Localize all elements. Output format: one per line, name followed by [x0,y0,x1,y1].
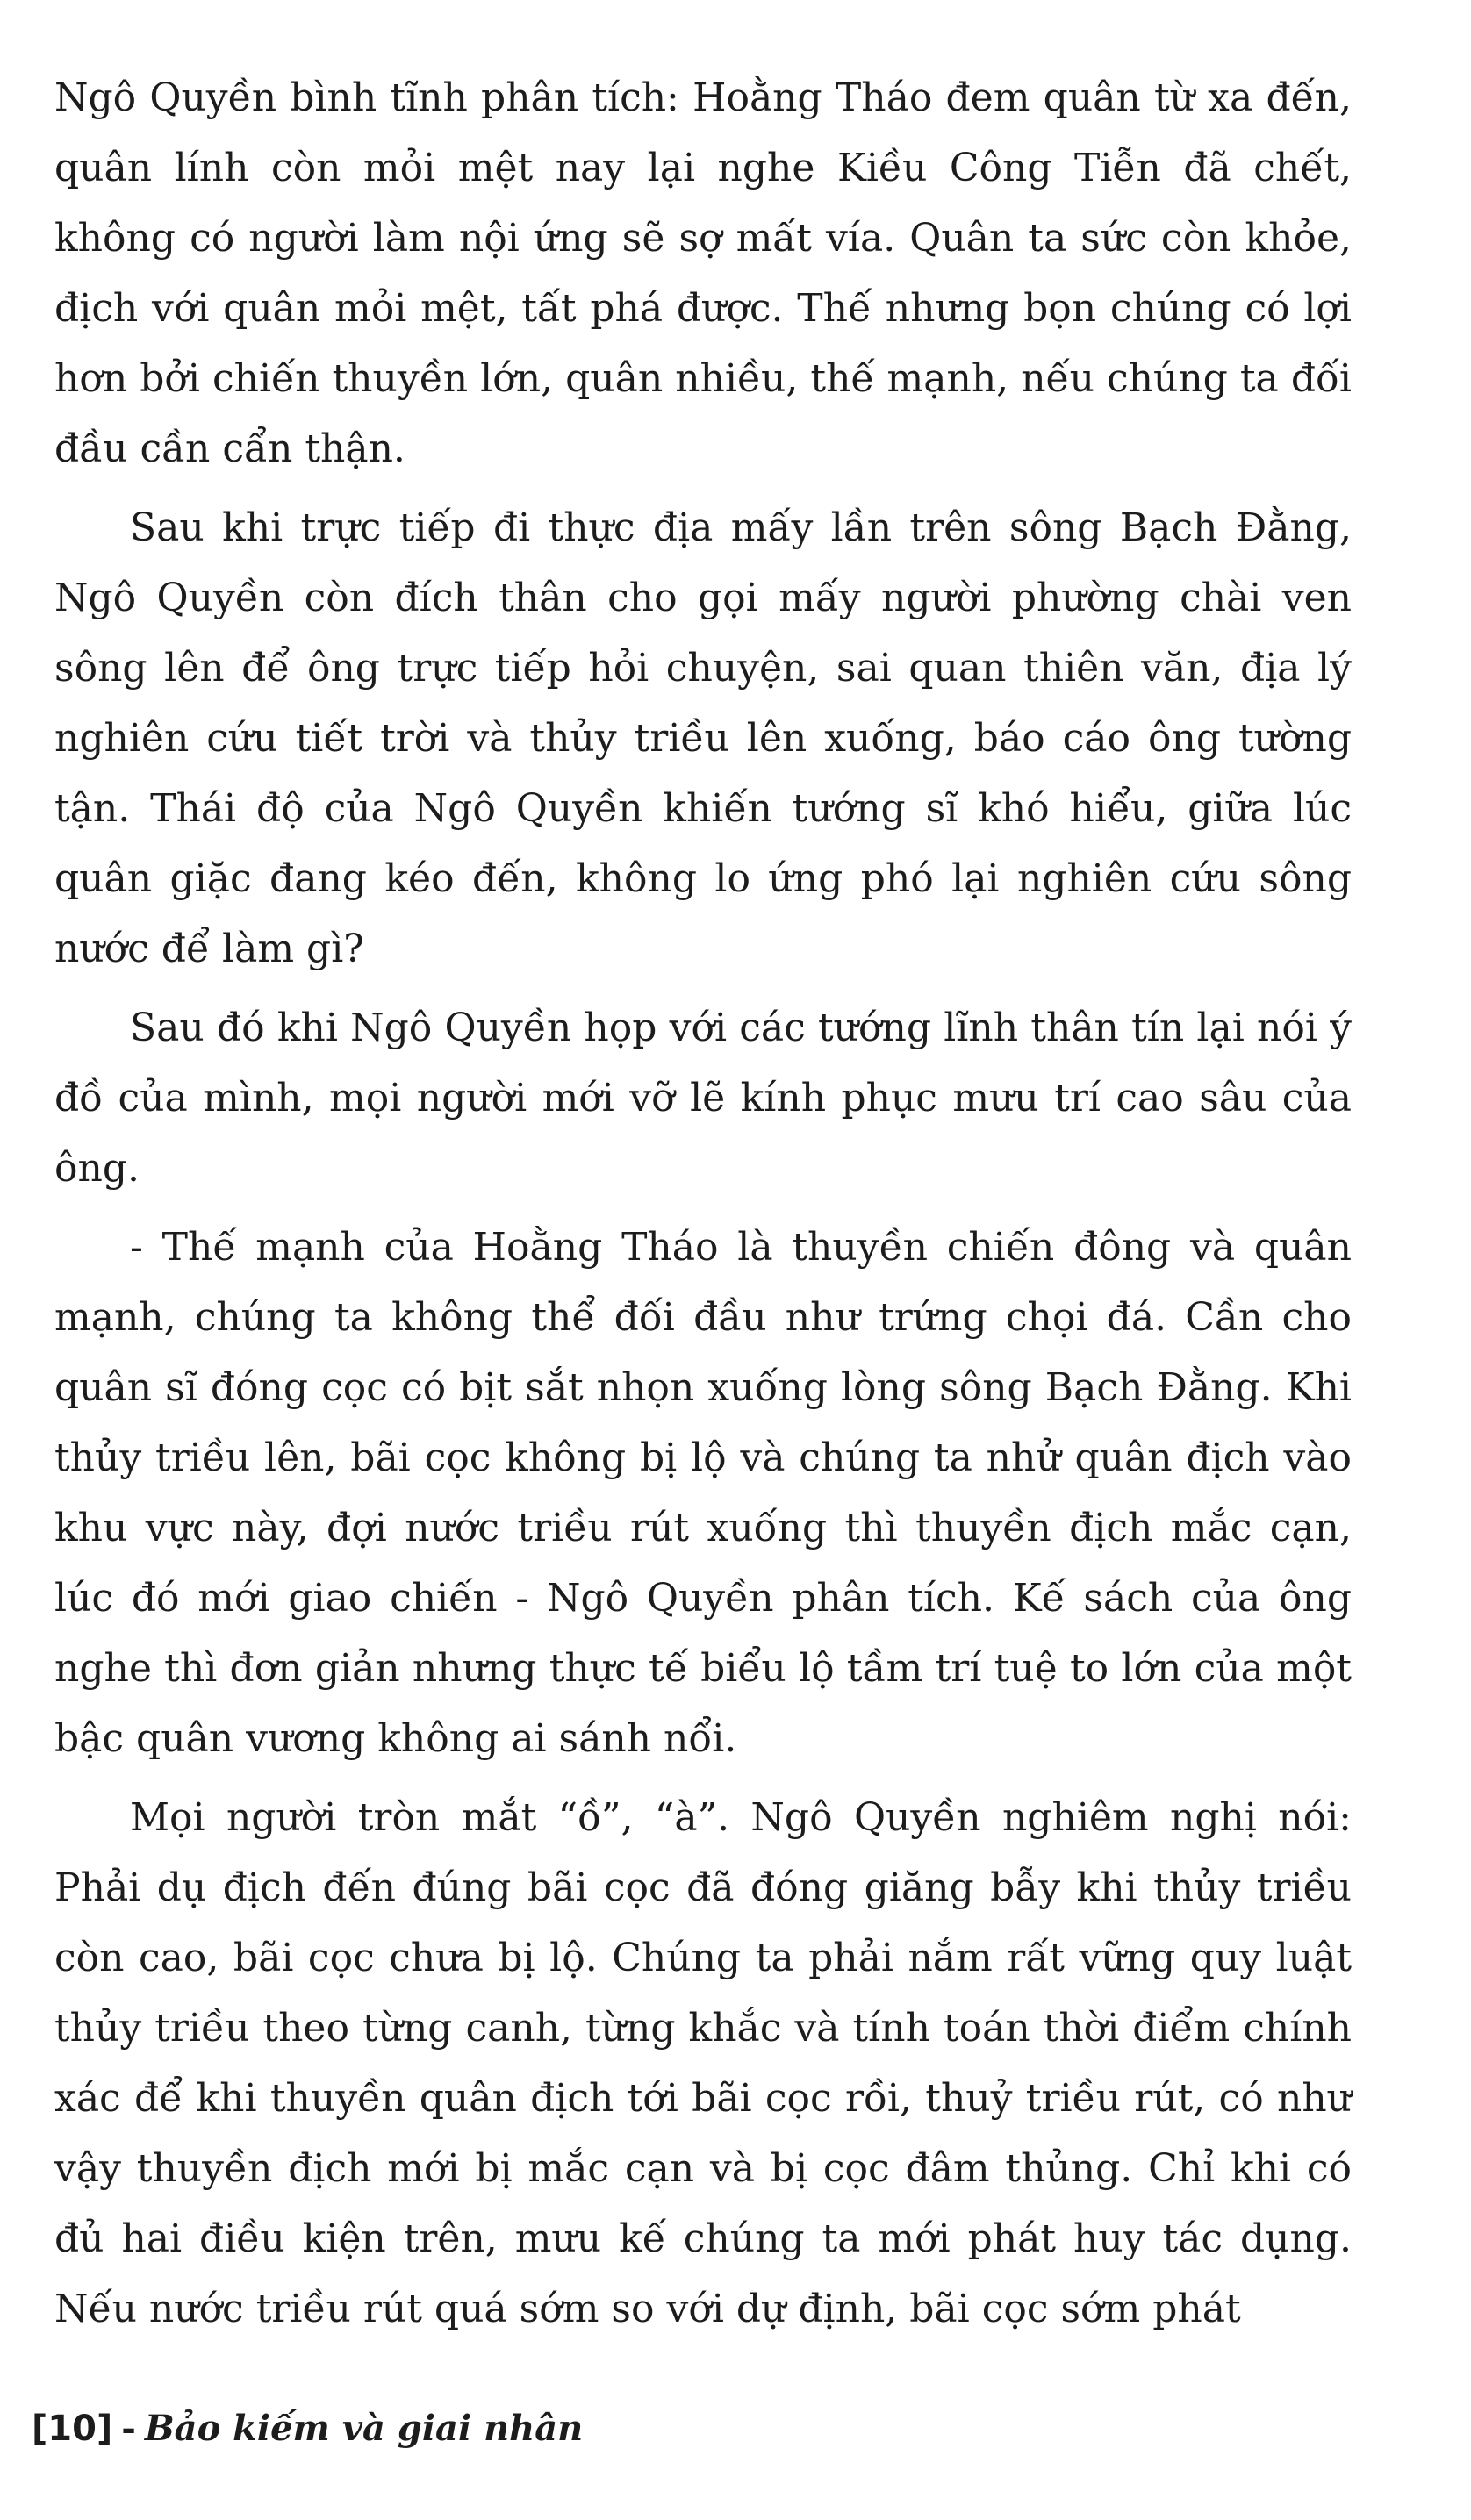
book-title: Bảo kiếm và giai nhân [144,2408,584,2449]
paragraph-1: Ngô Quyền bình tĩnh phân tích: Hoằng Tháo đem quân từ xa đến, quân lính còn mỏi mệt nay lại nghe Kiều Công Tiễn đã chết, không có người làm nội ứng sẽ sợ mất vía. Quân ta sức còn khỏe, địch với quân mỏi mệt, tất phá được. Thế nhưng bọn chúng có lợi hơn bởi chiến thuyền lớn, quân nhiều, thế mạnh, nếu chúng ta đối đầu cần cẩn thận. [54,75,1352,471]
paragraph-2: Sau khi trực tiếp đi thực địa mấy lần trên sông Bạch Đằng, Ngô Quyền còn đích thân cho gọi mấy người phường chài ven sông lên để ông trực tiếp hỏi chuyện, sai quan thiên văn, địa lý nghiên cứu tiết trời và thủy triều lên xuống, báo cáo ông tường tận. Thái độ của Ngô Quyền khiến tướng sĩ khó hiểu, giữa lúc quân giặc đang kéo đến, không lo ứng phó lại nghiên cứu sông nước để làm gì? [54,505,1352,971]
paragraph-3: Sau đó khi Ngô Quyền họp với các tướng lĩnh thân tín lại nói ý đồ của mình, mọi người mới vỡ lẽ kính phục mưu trí cao sâu của ông. [54,1006,1352,1191]
page-number: [10] [32,2409,113,2449]
body-text [54,63,1352,2345]
paragraph-5: Mọi người tròn mắt “ồ”, “à”. Ngô Quyền nghiêm nghị nói: Phải dụ địch đến đúng bãi cọc đã đóng giăng bẫy khi thủy triều còn cao, bãi cọc chưa bị lộ. Chúng ta phải nắm rất vững quy luật thủy triều theo từng canh, từng khắc và tính toán thời điểm chính xác để khi thuyền quân địch tới bãi cọc rồi, thuỷ triều rút, có như vậy thuyền địch mới bị mắc cạn và bị cọc đâm thủng. Chỉ khi có đủ hai điều kiện trên, mưu kế chúng ta mới phát huy tác dụng. Nếu nước triều rút quá sớm so với dự định, bãi cọc sớm phát [54,1795,1352,2331]
footer-separator: - [121,2408,136,2449]
paragraph-4: - Thế mạnh của Hoằng Tháo là thuyền chiến đông và quân mạnh, chúng ta không thể đối đầu như trứng chọi đá. Cần cho quân sĩ đóng cọc có bịt sắt nhọn xuống lòng sông Bạch Đằng. Khi thủy triều lên, bãi cọc không bị lộ và chúng ta nhử quân địch vào khu vực này, đợi nước triều rút xuống thì thuyền địch mắc cạn, lúc đó mới giao chiến - Ngô Quyền phân tích. Kế sách của ông nghe thì đơn giản nhưng thực tế biểu lộ tầm trí tuệ to lớn của một bậc quân vương không ai sánh nổi. [54,1225,1352,1761]
page-footer [32,2402,583,2455]
